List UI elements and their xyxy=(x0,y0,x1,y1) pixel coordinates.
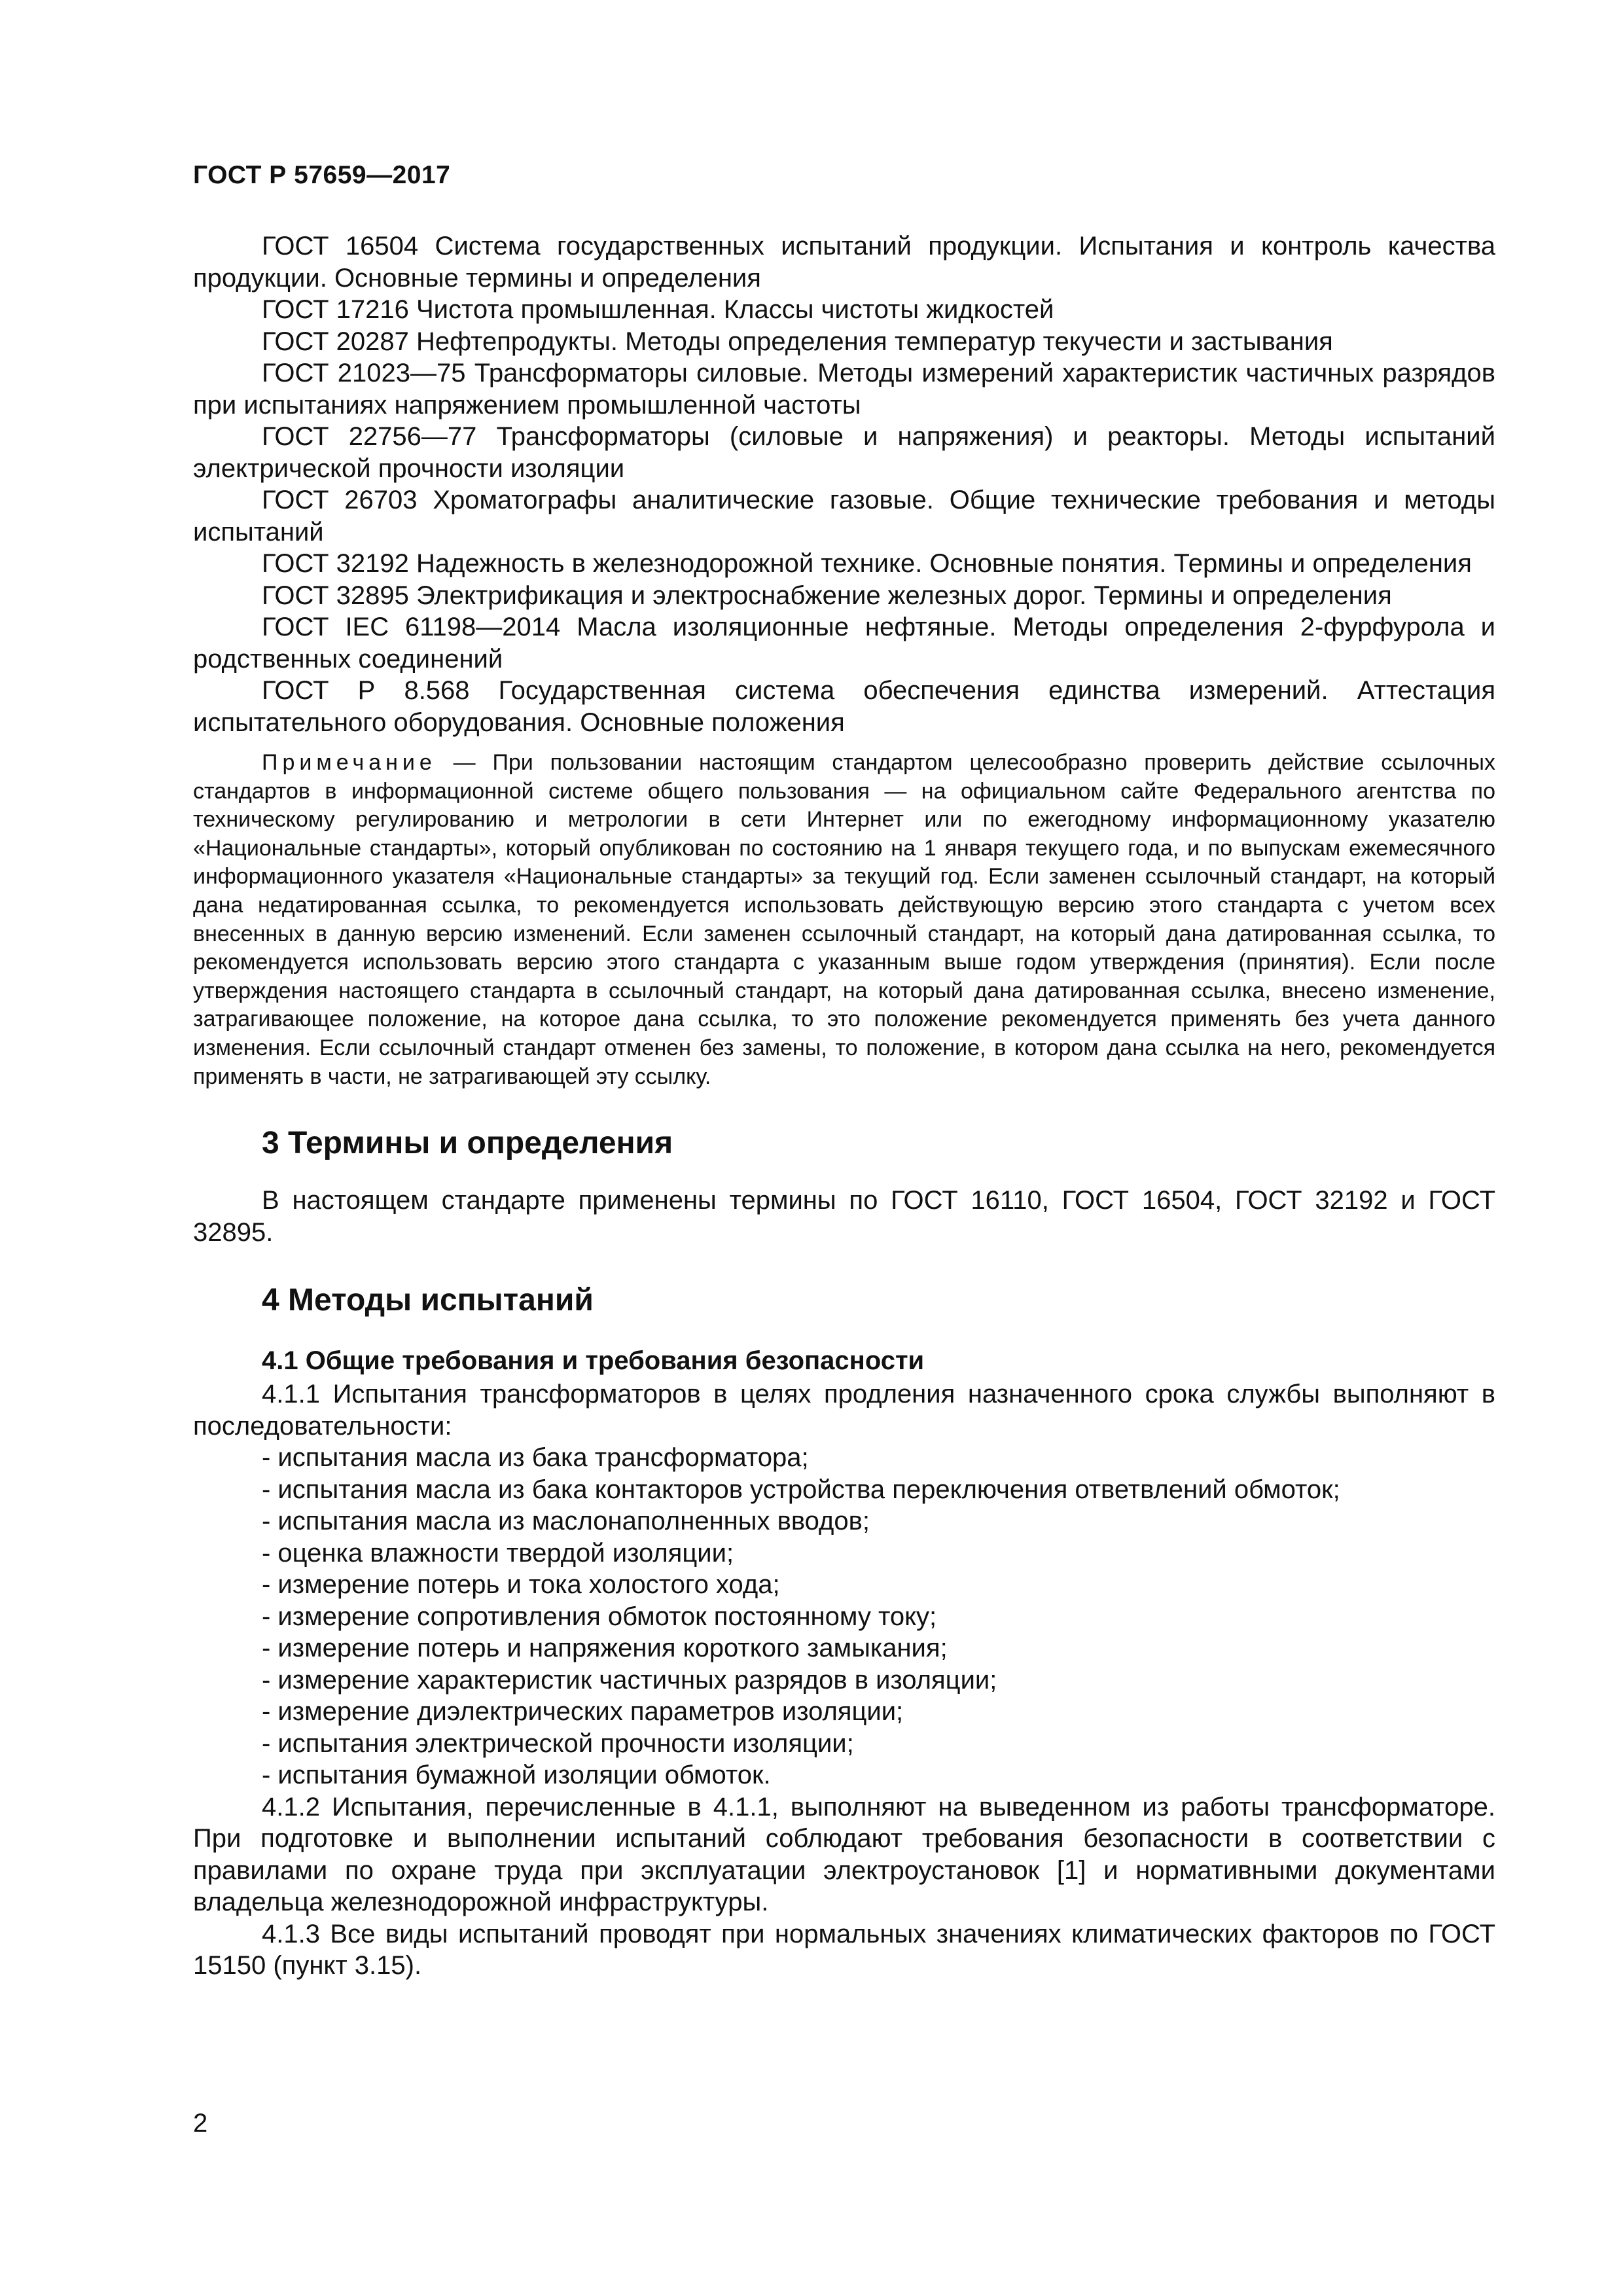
note-paragraph xyxy=(193,749,1495,1091)
section-3-heading: 3 Термины и определения xyxy=(262,1126,673,1161)
list-item: - оценка влажности твердой изоляции; xyxy=(262,1538,734,1568)
list-item: - измерение потерь и тока холостого хода; xyxy=(262,1570,780,1600)
list-item: - измерение сопротивления обмоток постоянному току; xyxy=(262,1602,937,1631)
reference-item: ГОСТ 17216 Чистота промышленная. Классы чистоты жидкостей xyxy=(262,295,1054,324)
list-item: - испытания масла из бака трансформатора; xyxy=(262,1443,809,1473)
section-4-heading: 4 Методы испытаний xyxy=(262,1283,594,1318)
reference-item: ГОСТ 26703 Хроматографы аналитические газовые. Общие технические требования и методы испытаний xyxy=(193,486,1495,547)
list-item: - испытания электрической прочности изоляции; xyxy=(262,1729,854,1758)
list-item: - испытания масла из маслонаполненных вводов; xyxy=(262,1507,870,1536)
list-item: - испытания масла из бака контакторов устройства переключения ответвлений обмоток; xyxy=(262,1475,1340,1504)
reference-item: ГОСТ 32895 Электрификация и электроснабжение железных дорог. Термины и определения xyxy=(262,581,1392,610)
list-item: - измерение характеристик частичных разрядов в изоляции; xyxy=(262,1665,997,1695)
reference-item: ГОСТ 32192 Надежность в железнодорожной технике. Основные понятия. Термины и определения xyxy=(262,549,1472,578)
paragraph-4-1-3: 4.1.3 Все виды испытаний проводят при нормальных значениях климатических факторов по ГОСТ 15150 (пункт 3.15). xyxy=(193,1919,1495,1981)
paragraph-4-1-2: 4.1.2 Испытания, перечисленные в 4.1.1, выполняют на выведенном из работы трансформаторе. При подготовке и выполнении испытаний соблюдают требования безопасности в соответствии с правилами по охране труда при эксплуатации электроустановок [1] и нормативными документами владельца железнодорожной инфраструктуры. xyxy=(193,1792,1495,1917)
reference-item: ГОСТ 22756—77 Трансформаторы (силовые и напряжения) и реакторы. Методы испытаний электрической прочности изоляции xyxy=(193,422,1495,483)
reference-item: ГОСТ 21023—75 Трансформаторы силовые. Методы измерений характеристик частичных разрядов при испытаниях напряжением промышленной частоты xyxy=(193,359,1495,420)
list-item: - измерение диэлектрических параметров изоляции; xyxy=(262,1697,904,1727)
paragraph-4-1-1: 4.1.1 Испытания трансформаторов в целях продления назначенного срока службы выполняют в последовательности: xyxy=(193,1380,1495,1441)
reference-item: ГОСТ Р 8.568 Государственная система обеспечения единства измерений. Аттестация испытательного оборудования. Основные положения xyxy=(193,676,1495,737)
reference-item: ГОСТ 16504 Система государственных испытаний продукции. Испытания и контроль качества продукции. Основные термины и определения xyxy=(193,232,1495,293)
document-header: ГОСТ Р 57659—2017 xyxy=(193,161,451,189)
list-item: - измерение потерь и напряжения короткого замыкания; xyxy=(262,1634,948,1663)
note-text: — При пользовании настоящим стандартом целесообразно проверить действие ссылочных стандартов в информационной системе общего пользования — на официальном сайте Федерального агентства по техническому регулированию и метрологии в сети Интернет или по ежегодному информационному указателю «Национальные стандарты», который опубликован по состоянию на 1 января текущего года, и по выпускам ежемесячного информационного указателя «Национальные стандарты» за текущий год. Если заменен ссылочный стандарт, на который дана недатированная ссылка, то рекомендуется использовать действующую версию этого стандарта с учетом всех внесенных в данную версию изменений. Если заменен ссылочный стандарт, на который дана датированная ссылка, то рекомендуется использовать версию этого стандарта с указанным выше годом утверждения (принятия). Если после утверждения настоящего стандарта в ссылочный стандарт, на который дана датированная ссылка, внесено изменение, затрагивающее положение, на которое дана ссылка, то это положение рекомендуется применять без учета данного изменения. Если ссылочный стандарт отменен без замены, то положение, в котором дана ссылка на него, рекомендуется применять в части, не затрагивающей эту ссылку. xyxy=(193,750,1495,1089)
section-3-text: В настоящем стандарте применены термины по ГОСТ 16110, ГОСТ 16504, ГОСТ 32192 и ГОСТ 32895. xyxy=(193,1186,1495,1247)
page-content xyxy=(193,230,1495,1982)
reference-item: ГОСТ IEC 61198—2014 Масла изоляционные нефтяные. Методы определения 2-фурфурола и родственных соединений xyxy=(193,613,1495,673)
subsection-4-1-heading: 4.1 Общие требования и требования безопасности xyxy=(262,1346,925,1376)
note-label: Примечание xyxy=(262,750,437,775)
page-number: 2 xyxy=(193,2109,208,2138)
list-item: - испытания бумажной изоляции обмоток. xyxy=(262,1761,771,1790)
reference-item: ГОСТ 20287 Нефтепродукты. Методы определения температур текучести и застывания xyxy=(262,327,1333,356)
